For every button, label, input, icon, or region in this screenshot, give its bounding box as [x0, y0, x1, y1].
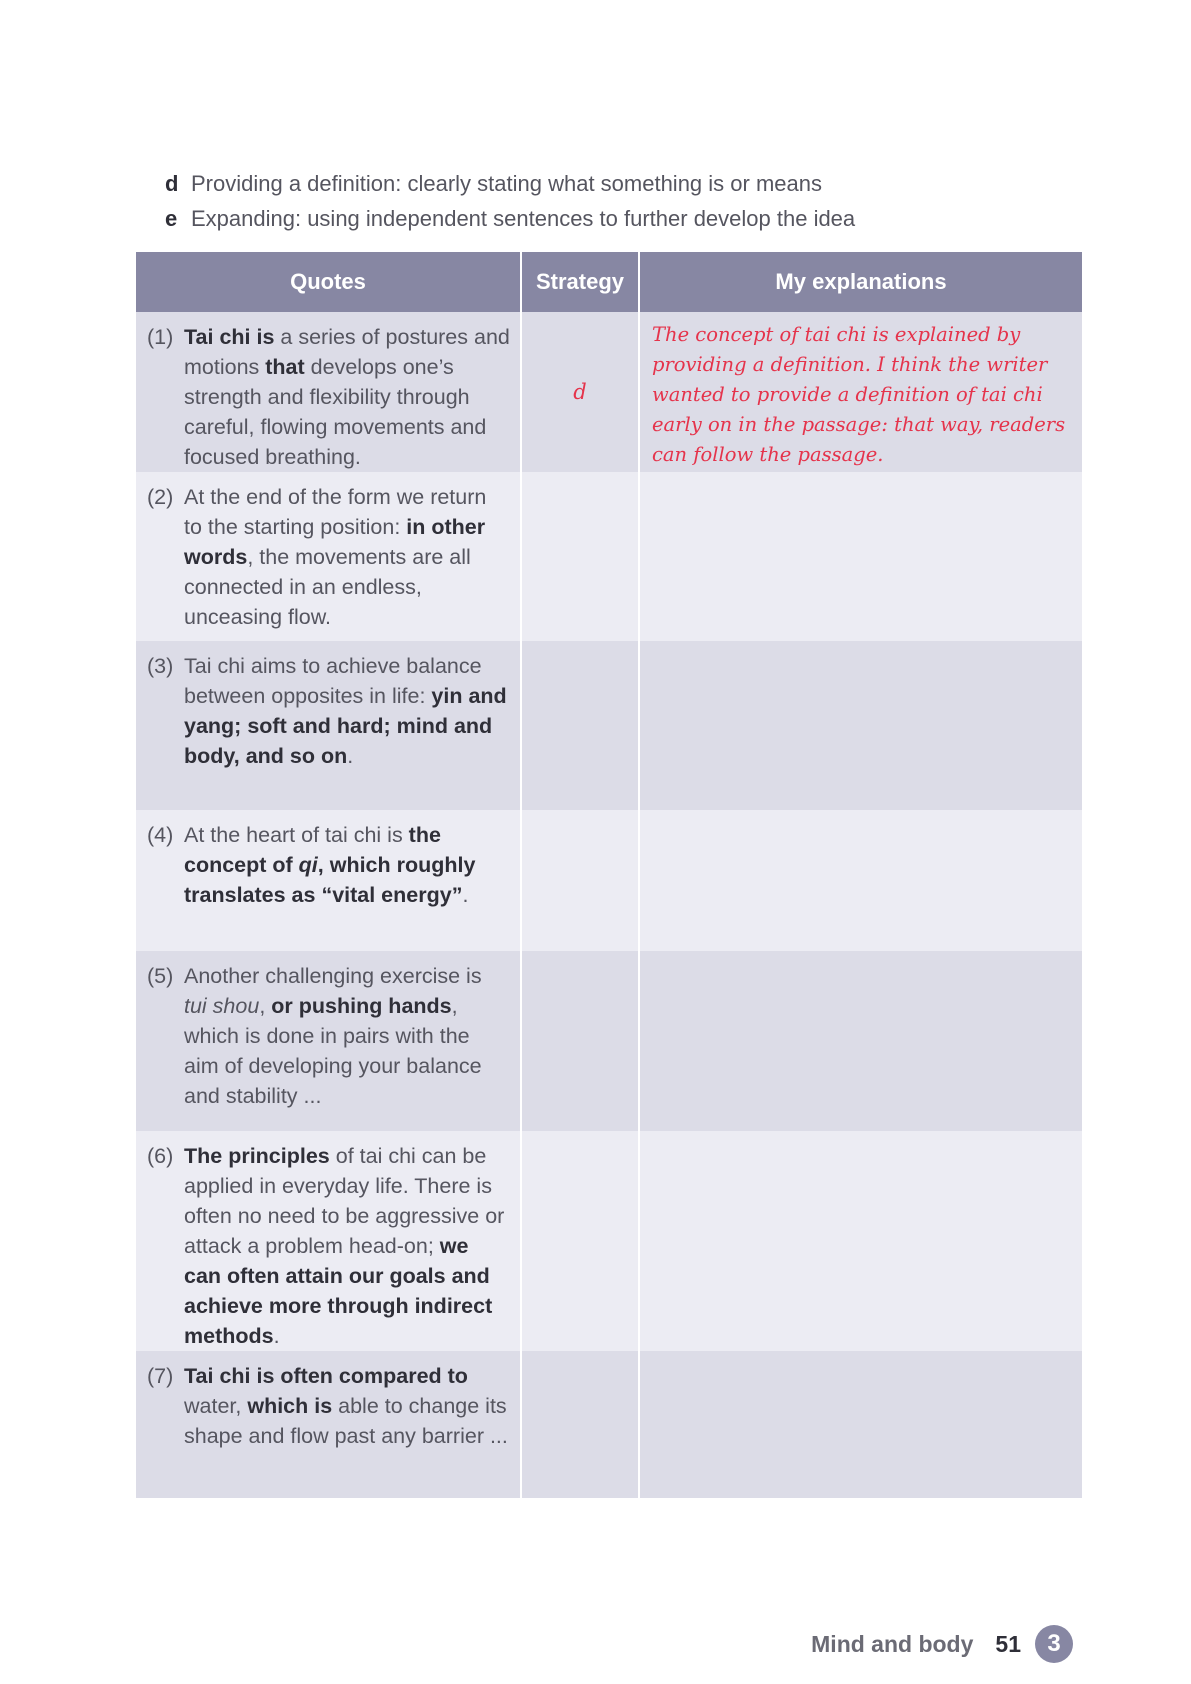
quote-number: (3): [147, 654, 174, 678]
intro-text: Providing a definition: clearly stating what something is or means: [191, 171, 822, 196]
explanation-cell[interactable]: [639, 1131, 1082, 1351]
intro-list: [165, 166, 1085, 236]
quote-text: At the heart of tai chi is the concept of qi, which roughly translates as “vital energy”.: [184, 823, 476, 907]
explanation-text: [640, 641, 1082, 649]
explanation-text: [640, 951, 1082, 959]
quote-text: Tai chi is a series of postures and motions that develops one’s strength and flexibility through careful, flowing movements and focused breathing.: [184, 325, 510, 469]
quote-cell: [136, 312, 521, 472]
table-header-row: [136, 252, 1082, 312]
quote-number: (5): [147, 964, 174, 988]
explanation-text: [640, 472, 1082, 480]
explanation-text: The concept of tai chi is explained by providing a definition. I think the writer wanted to provide a definition of tai chi early on in the passage: that way, readers can follow the passage.: [652, 323, 1066, 466]
page-footer: [811, 1624, 1073, 1664]
table-row: [136, 472, 1082, 641]
strategy-cell[interactable]: [521, 1131, 639, 1351]
chapter-badge: 3: [1035, 1625, 1073, 1663]
strategies-table: [136, 252, 1082, 1498]
quote-text: Tai chi aims to achieve balance between opposites in life: yin and yang; soft and hard; mind and body, and so on.: [184, 654, 507, 768]
strategy-cell[interactable]: [521, 641, 639, 810]
quote-number: (1): [147, 325, 174, 349]
explanation-cell[interactable]: [639, 641, 1082, 810]
header-quotes: Quotes: [136, 252, 521, 312]
quote-text: Another challenging exercise is tui shou, or pushing hands, which is done in pairs with the aim of developing your balance and stability ...: [184, 964, 482, 1108]
explanation-text: [640, 1131, 1082, 1139]
explanation-cell[interactable]: [639, 1351, 1082, 1498]
strategy-cell[interactable]: [521, 810, 639, 951]
quote-cell: [136, 472, 521, 641]
table-row: [136, 810, 1082, 951]
quote-cell: [136, 1131, 521, 1351]
intro-letter: d: [165, 171, 179, 196]
table-row: [136, 1351, 1082, 1498]
quote-text: At the end of the form we return to the starting position: in other words, the movements are all connected in an endless, unceasing flow.: [184, 485, 487, 629]
table-row: [136, 1131, 1082, 1351]
strategy-cell[interactable]: d: [521, 312, 639, 472]
quote-cell: [136, 641, 521, 810]
intro-text: Expanding: using independent sentences to further develop the idea: [191, 206, 856, 231]
quote-cell: [136, 810, 521, 951]
header-explanations: My explanations: [639, 252, 1082, 312]
strategy-cell[interactable]: [521, 1351, 639, 1498]
intro-item-d: [165, 166, 1085, 201]
explanation-text: [640, 810, 1082, 818]
quote-cell: [136, 951, 521, 1131]
explanation-cell[interactable]: [639, 312, 1082, 472]
quote-text: Tai chi is often compared to water, which is able to change its shape and flow past any barrier ...: [184, 1364, 508, 1448]
quote-number: (6): [147, 1144, 174, 1168]
quote-text: The principles of tai chi can be applied in everyday life. There is often no need to be aggressive or attack a problem head-on; we can often attain our goals and achieve more through indirect methods.: [184, 1144, 505, 1348]
explanation-text: [640, 1351, 1082, 1359]
strategy-cell[interactable]: [521, 951, 639, 1131]
explanation-cell[interactable]: [639, 472, 1082, 641]
quote-cell: [136, 1351, 521, 1498]
strategy-cell[interactable]: [521, 472, 639, 641]
intro-letter: e: [165, 206, 178, 231]
table-row: [136, 951, 1082, 1131]
header-strategy: Strategy: [521, 252, 639, 312]
explanation-cell[interactable]: [639, 951, 1082, 1131]
page-number: 51: [995, 1630, 1021, 1657]
explanation-cell[interactable]: [639, 810, 1082, 951]
intro-item-e: [165, 201, 1085, 236]
quote-number: (7): [147, 1364, 174, 1388]
table-row: [136, 641, 1082, 810]
table-row: [136, 312, 1082, 472]
section-title: Mind and body: [811, 1630, 974, 1657]
quote-number: (4): [147, 823, 174, 847]
quote-number: (2): [147, 485, 174, 509]
